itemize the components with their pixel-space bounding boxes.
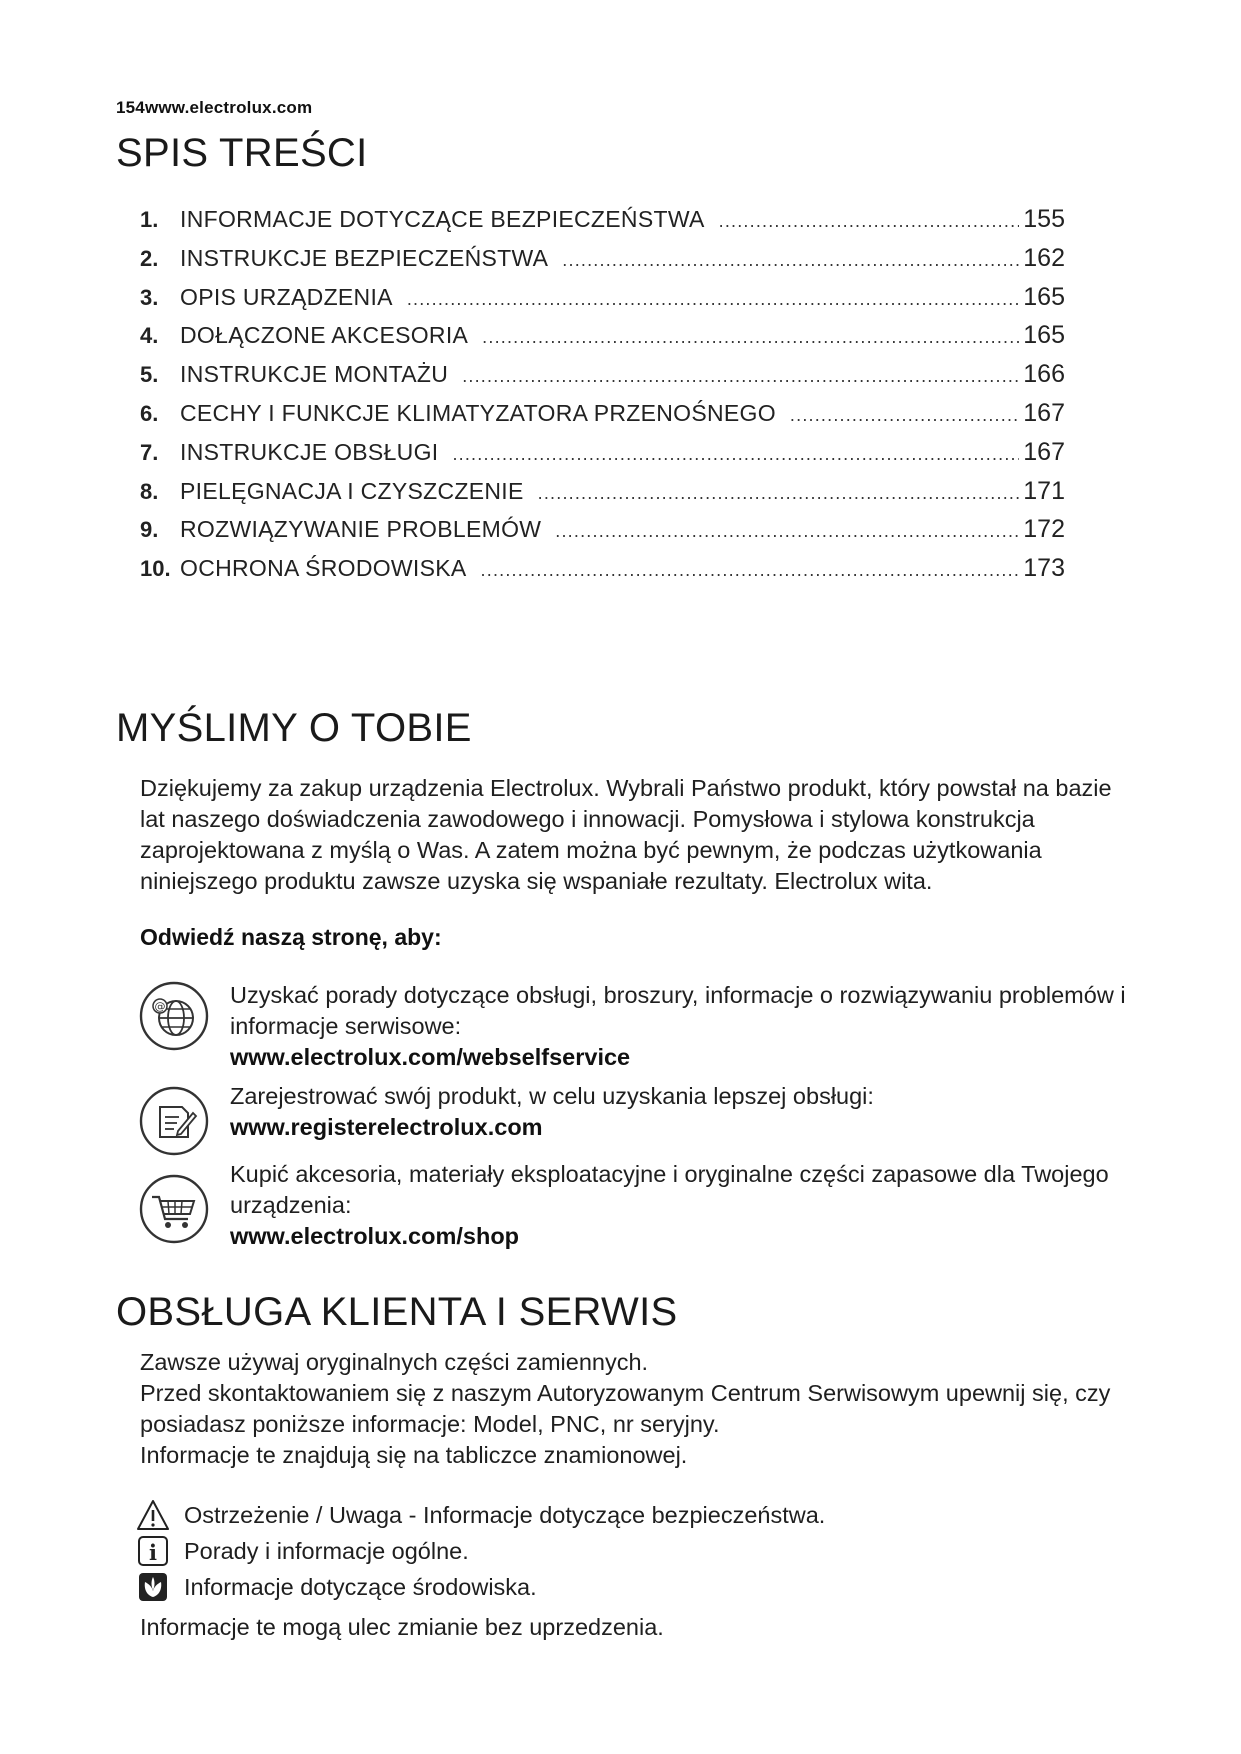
toc-entry-title: ROZWIĄZYWANIE PROBLEMÓW bbox=[180, 516, 542, 543]
toc-entry-title: DOŁĄCZONE AKCESORIA bbox=[180, 322, 469, 349]
thinking-of-you-title: MYŚLIMY O TOBIE bbox=[116, 706, 472, 750]
toc-leader bbox=[481, 560, 1020, 581]
warning-icon bbox=[136, 1498, 170, 1532]
register-description: Zarejestrować swój produkt, w celu uzyskania lepszej obsługi: bbox=[230, 1083, 874, 1109]
toc-leader bbox=[538, 483, 1020, 504]
change-notice: Informacje te mogą ulec zmianie bez uprzedzenia. bbox=[140, 1614, 664, 1640]
svg-text:i: i bbox=[149, 1540, 157, 1565]
toc-entry-number: 9. bbox=[140, 517, 159, 543]
toc-entry-number: 7. bbox=[140, 439, 159, 465]
legend-info bbox=[136, 1534, 1036, 1568]
toc-entry-number: 10. bbox=[140, 556, 171, 582]
toc-entry-page: 167 bbox=[1023, 398, 1065, 427]
customer-service-title: OBSŁUGA KLIENTA I SERWIS bbox=[116, 1290, 678, 1334]
toc-entry-number: 6. bbox=[140, 400, 159, 426]
toc-entry-page: 171 bbox=[1023, 476, 1065, 505]
toc-entry-page: 173 bbox=[1023, 554, 1065, 583]
before-contact-line: Przed skontaktowaniem się z naszym Autoryzowanym Centrum Serwisowym upewnij się, czy posiadasz poniższe informacje: Model, PNC, nr seryjny. bbox=[140, 1380, 1111, 1437]
toc-leader bbox=[562, 250, 1019, 271]
toc-entry-title: INFORMACJE DOTYCZĄCE BEZPIECZEŃSTWA bbox=[180, 206, 705, 232]
toc-leader bbox=[407, 289, 1019, 310]
legend-environment bbox=[136, 1570, 1036, 1604]
intro-paragraph: Dziękujemy za zakup urządzenia Electrolux. Wybrali Państwo produkt, który powstał na bazie lat naszego doświadczenia zawodowego i innowacji. Pomysłowa i stylowa konstrukcja zaprojektowana z myślą o Was. A zatem można być pewnym, że podczas użytkowania niniejszego produktu zawsze uzyska się wspaniałe rezultaty. Electrolux wita. bbox=[140, 775, 1112, 894]
toc-entry-page: 172 bbox=[1023, 515, 1065, 544]
legend-info-text: Porady i informacje ogólne. bbox=[184, 1537, 469, 1564]
toc-leader bbox=[790, 405, 1019, 426]
toc-leader bbox=[452, 444, 1019, 465]
toc-entry[interactable] bbox=[140, 244, 1065, 283]
toc-entry-title: INSTRUKCJE BEZPIECZEŃSTWA bbox=[180, 244, 549, 271]
toc-entry[interactable] bbox=[140, 477, 1065, 516]
svg-text:@: @ bbox=[154, 1000, 166, 1013]
original-parts-line: Zawsze używaj oryginalnych części zamiennych. bbox=[140, 1349, 649, 1375]
toc-entry[interactable] bbox=[140, 283, 1065, 322]
cart-icon bbox=[138, 1173, 210, 1245]
shop-link[interactable]: www.electrolux.com/shop bbox=[230, 1223, 520, 1249]
toc-entry[interactable] bbox=[140, 515, 1065, 554]
toc-entry[interactable] bbox=[140, 321, 1065, 360]
page-header: 154www.electrolux.com bbox=[116, 98, 313, 117]
toc-entry-page: 165 bbox=[1023, 282, 1065, 311]
toc-entry-title: PIELĘGNACJA I CZYSZCZENIE bbox=[180, 477, 524, 504]
toc-entry-page: 165 bbox=[1023, 321, 1065, 350]
toc-title: SPIS TREŚCI bbox=[116, 131, 368, 175]
globe-icon bbox=[138, 980, 210, 1052]
toc-leader bbox=[555, 521, 1019, 542]
shop-description: Kupić akcesoria, materiały eksploatacyjne i oryginalne części zapasowe dla Twojego urządzenia: bbox=[230, 1161, 1109, 1218]
toc-entry-title: INSTRUKCJE OBSŁUGI bbox=[180, 438, 439, 465]
legend-warning bbox=[136, 1498, 1036, 1532]
legend-warning-text: Ostrzeżenie / Uwaga - Informacje dotyczące bezpieczeństwa. bbox=[184, 1501, 826, 1528]
webselfservice-link[interactable]: www.electrolux.com/webselfservice bbox=[230, 1044, 631, 1070]
toc-entry-number: 5. bbox=[140, 362, 159, 388]
toc-entry-title: CECHY I FUNKCJE KLIMATYZATORA PRZENOŚNEGO bbox=[180, 399, 776, 426]
toc-entry-page: 155 bbox=[1023, 205, 1065, 233]
toc-entry[interactable] bbox=[140, 360, 1065, 399]
register-icon bbox=[138, 1085, 210, 1157]
toc-entry-title: OPIS URZĄDZENIA bbox=[180, 283, 393, 310]
toc-entry-page: 166 bbox=[1023, 360, 1065, 389]
toc-entry[interactable] bbox=[140, 399, 1065, 438]
toc-leader bbox=[482, 327, 1019, 348]
toc-entry-page: 162 bbox=[1023, 243, 1065, 272]
toc-entry-page: 167 bbox=[1023, 437, 1065, 466]
toc-entry-title: OCHRONA ŚRODOWISKA bbox=[180, 555, 467, 582]
toc-leader bbox=[462, 366, 1019, 387]
info-icon bbox=[136, 1534, 170, 1568]
toc-entry-number: 2. bbox=[140, 245, 159, 271]
toc-leader bbox=[719, 211, 1020, 232]
toc-entry-title: INSTRUKCJE MONTAŻU bbox=[180, 361, 449, 388]
environment-icon bbox=[136, 1570, 170, 1604]
toc-entry-number: 1. bbox=[140, 207, 159, 232]
toc-entry[interactable] bbox=[140, 205, 1065, 244]
table-of-contents bbox=[140, 205, 1065, 593]
toc-entry-number: 4. bbox=[140, 323, 159, 349]
webselfservice-description: Uzyskać porady dotyczące obsługi, broszury, informacje o rozwiązywaniu problemów i informacje serwisowe: bbox=[230, 982, 1126, 1039]
customer-service-body bbox=[140, 1347, 1130, 1471]
toc-entry-number: 8. bbox=[140, 478, 159, 504]
legend-environment-text: Informacje dotyczące środowiska. bbox=[184, 1573, 537, 1600]
toc-entry[interactable] bbox=[140, 554, 1065, 593]
visit-heading: Odwiedź naszą stronę, aby: bbox=[140, 924, 442, 950]
toc-entry[interactable] bbox=[140, 438, 1065, 477]
register-link[interactable]: www.registerelectrolux.com bbox=[230, 1114, 543, 1140]
rating-plate-line: Informacje te znajdują się na tabliczce znamionowej. bbox=[140, 1442, 688, 1468]
toc-entry-number: 3. bbox=[140, 284, 159, 310]
